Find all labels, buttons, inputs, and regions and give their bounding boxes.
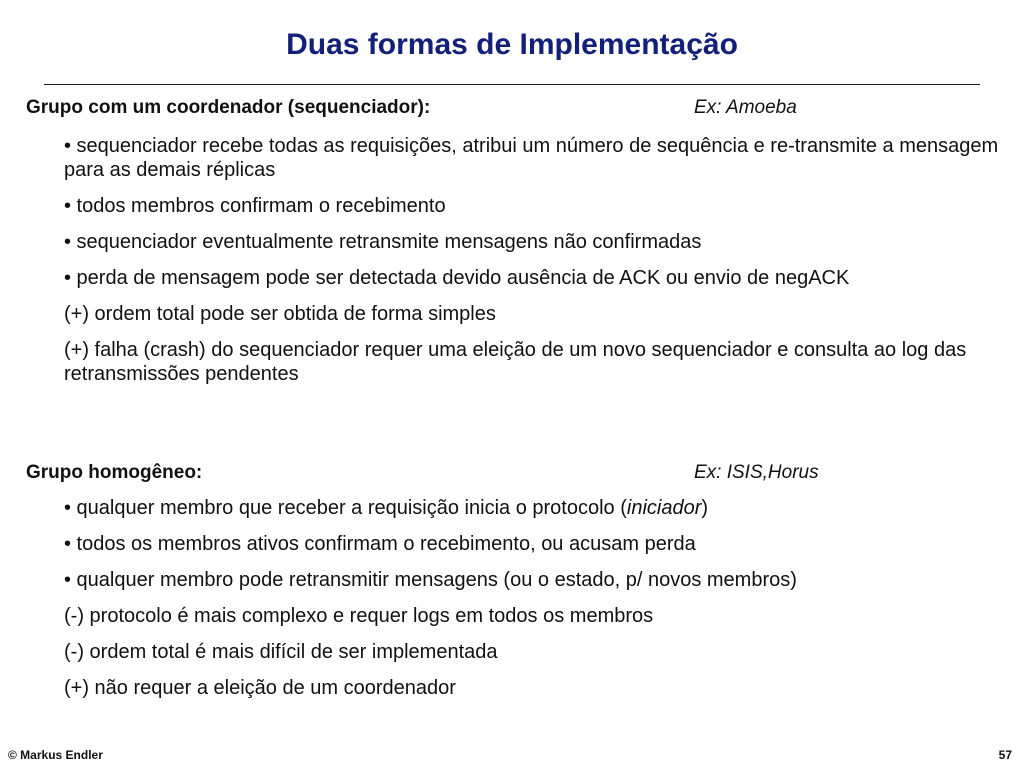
list-item: • sequenciador recebe todas as requisições, atribui um número de sequência e re-transmite a mensagem para as demais réplicas — [64, 135, 999, 181]
list-item: • sequenciador eventualmente retransmite mensagens não confirmadas — [64, 231, 702, 253]
list-item-emphasis: iniciador — [626, 497, 702, 519]
list-item: (+) não requer a eleição de um coordenador — [64, 677, 456, 699]
footer-page-number: 57 — [998, 748, 1012, 762]
section-heading: Grupo homogêneo: — [26, 462, 203, 483]
list-item-text: • qualquer membro que receber a requisição inicia o protocolo ( — [64, 497, 627, 519]
section-example: Ex: ISIS,Horus — [694, 462, 819, 483]
section-example: Ex: Amoeba — [694, 97, 797, 118]
footer-copyright: © Markus Endler — [8, 748, 103, 762]
list-item: • todos os membros ativos confirmam o recebimento, ou acusam perda — [64, 533, 696, 555]
list-item: • todos membros confirmam o recebimento — [64, 195, 446, 217]
list-item: (-) ordem total é mais difícil de ser implementada — [64, 641, 498, 663]
list-item-text: ) — [701, 497, 709, 519]
slide-title: Duas formas de Implementação — [286, 28, 738, 61]
list-item: • qualquer membro pode retransmitir mensagens (ou o estado, p/ novos membros) — [64, 569, 797, 591]
list-item — [64, 496, 1008, 520]
section-heading: Grupo com um coordenador (sequenciador): — [26, 97, 431, 118]
list-item: (+) ordem total pode ser obtida de forma simples — [64, 303, 496, 325]
list-item: (+) falha (crash) do sequenciador requer uma eleição de um novo sequenciador e consulta ao log das retransmissões pendentes — [64, 339, 967, 385]
title-divider — [44, 84, 980, 85]
section-coordinator-list — [64, 134, 1008, 398]
list-item: (-) protocolo é mais complexo e requer logs em todos os membros — [64, 605, 654, 627]
list-item: • perda de mensagem pode ser detectada devido ausência de ACK ou envio de negACK — [64, 267, 850, 289]
section-homogeneous-list — [64, 496, 1008, 712]
